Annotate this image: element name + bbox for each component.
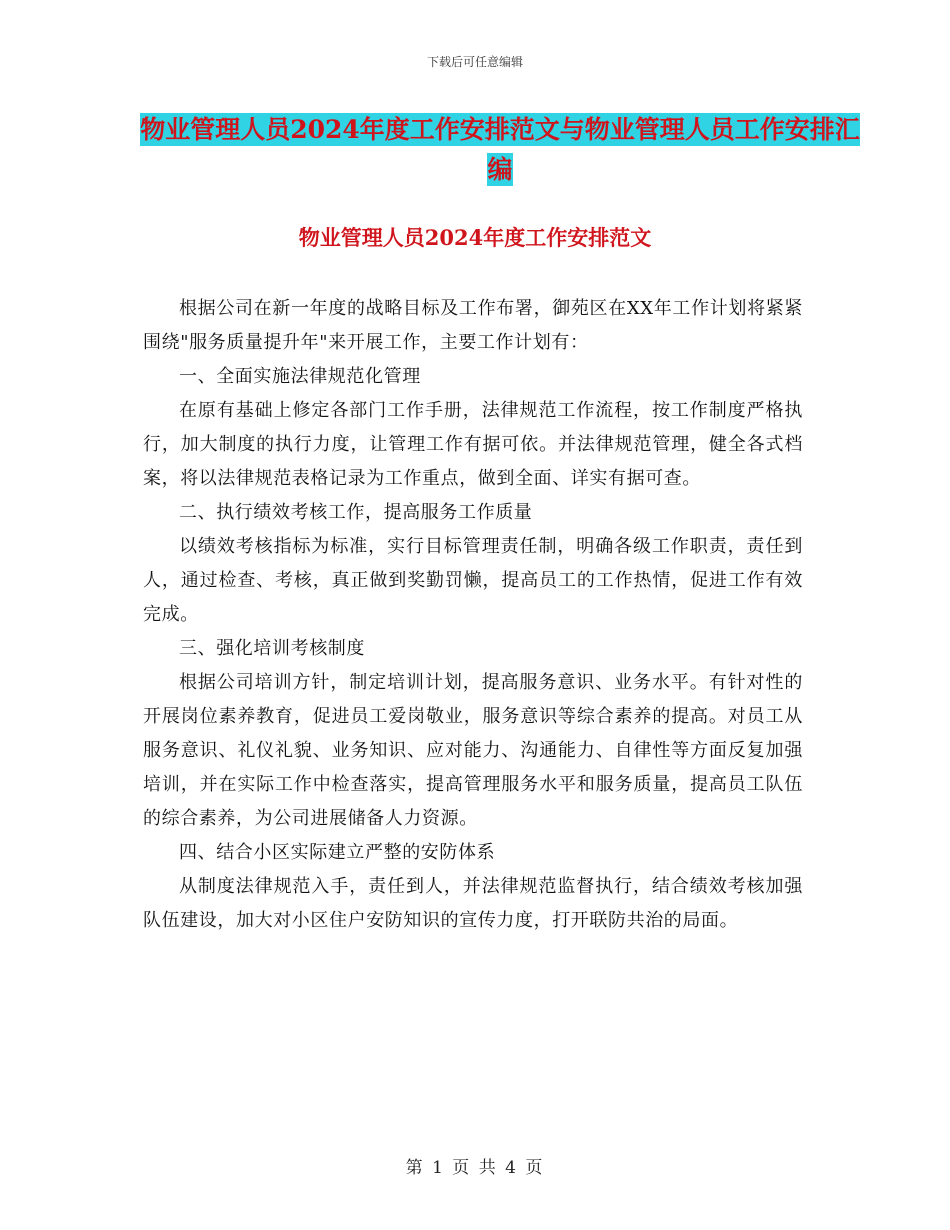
paragraph-3: 根据公司培训方针，制定培训计划，提高服务意识、业务水平。有针对性的开展岗位素养教育，促进员工爱岗敬业，服务意识等综合素养的提高。对员工从服务意识、礼仪礼貌、业务知识、应对能力、沟通能力、自律性等方面反复加强培训，并在实际工作中检查落实，提高管理服务水平和服务质量，提高员工队伍的综合素养，为公司进展储备人力资源。 (143, 672, 803, 829)
page-footer: 第 1 页 共 4 页 (405, 1158, 545, 1178)
document-title (140, 110, 860, 190)
paragraph-heading-2: 二、执行绩效考核工作，提高服务工作质量 (179, 502, 533, 523)
paragraph-2: 以绩效考核指标为标准，实行目标管理责任制，明确各级工作职责，责任到人，通过检查、考核，真正做到奖勤罚懒，提高员工的工作热情，促进工作有效完成。 (143, 536, 803, 625)
document-title-text: 物业管理人员2024年度工作安排范文与物业管理人员工作安排汇编 (140, 115, 860, 184)
header-note: 下载后可任意编辑 (426, 55, 523, 69)
paragraph-1: 在原有基础上修定各部门工作手册，法律规范工作流程，按工作制度严格执行，加大制度的执行力度，让管理工作有据可依。并法律规范管理，健全各式档案，将以法律规范表格记录为工作重点，做到全面、详实有据可查。 (143, 400, 803, 489)
paragraph-4: 从制度法律规范入手，责任到人，并法律规范监督执行，结合绩效考核加强队伍建设，加大对小区住户安防知识的宣传力度，打开联防共治的局面。 (143, 876, 803, 931)
paragraph-intro: 根据公司在新一年度的战略目标及工作布署，御苑区在XX年工作计划将紧紧围绕"服务质量提升年"来开展工作，主要工作计划有： (143, 298, 803, 353)
paragraph-heading-4: 四、结合小区实际建立严整的安防体系 (179, 842, 496, 863)
document-body (143, 292, 803, 938)
section-title: 物业管理人员2024年度工作安排范文 (298, 225, 652, 250)
paragraph-heading-1: 一、全面实施法律规范化管理 (179, 366, 421, 387)
paragraph-heading-3: 三、强化培训考核制度 (179, 638, 365, 659)
